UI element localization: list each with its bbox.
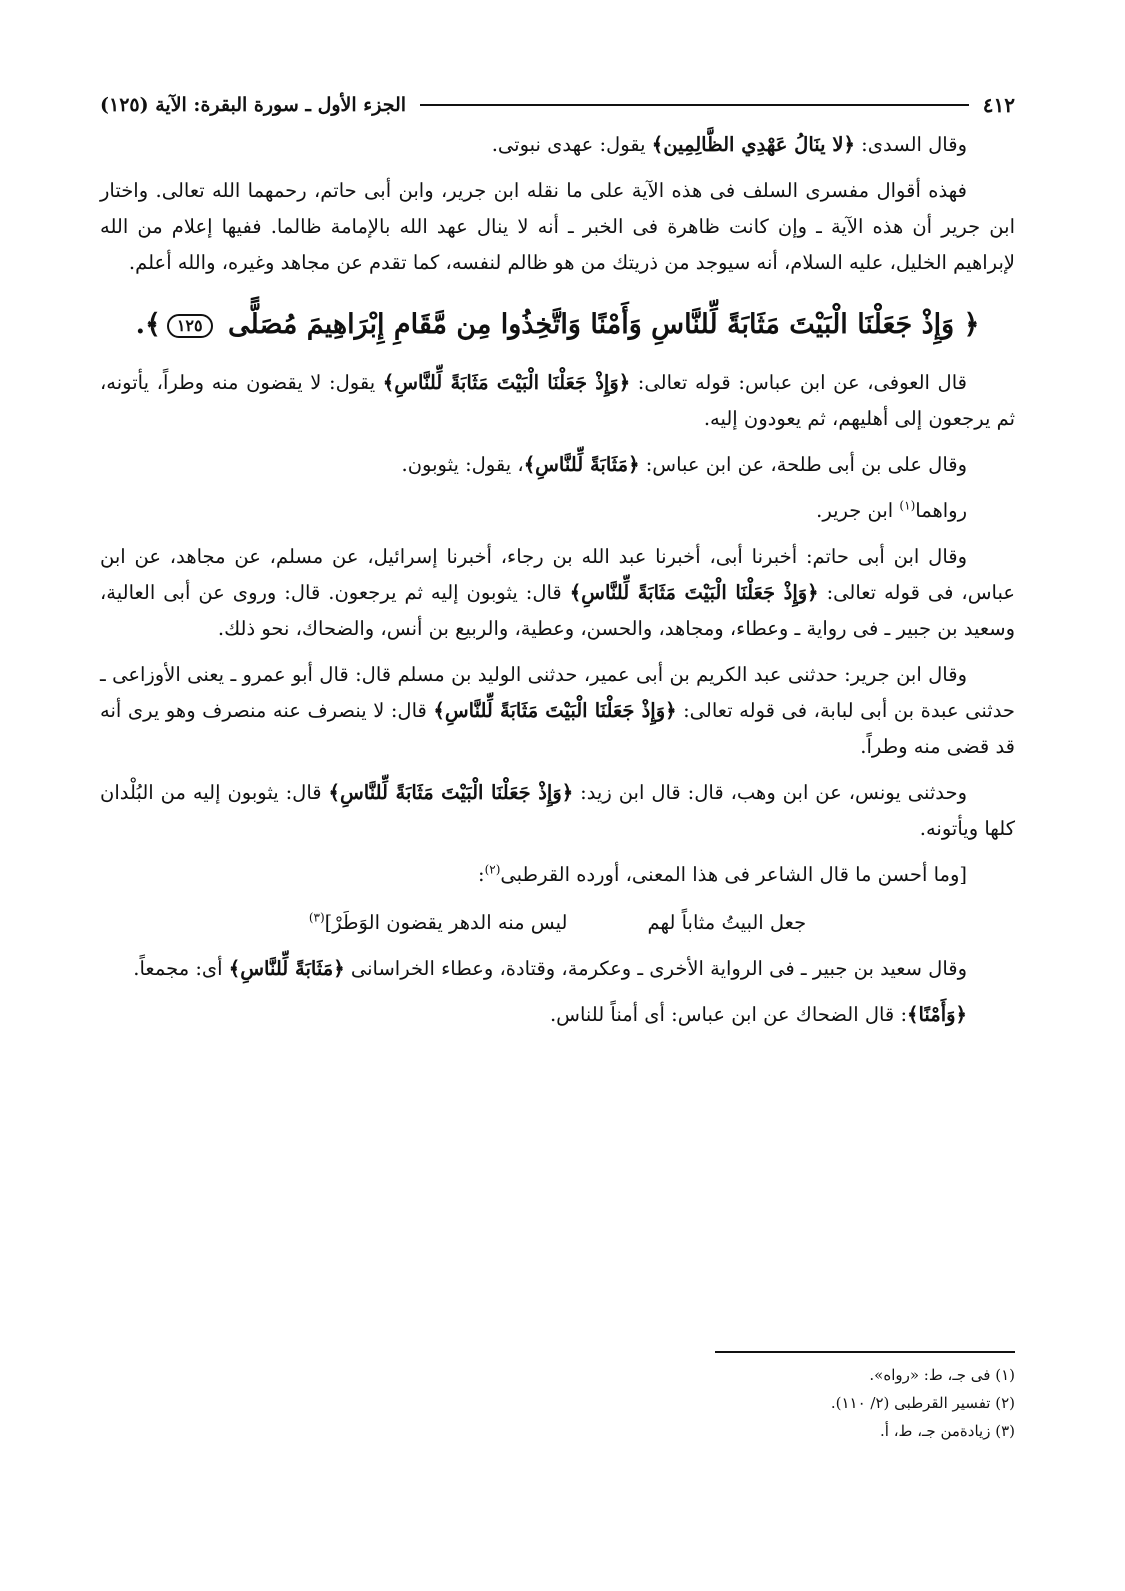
footnote-ref: (٢): [484, 862, 501, 877]
text: قال: يثوبون إليه من البُلْدان كلها ويأتونه.: [100, 781, 1015, 840]
paragraph-rawahuma: [100, 493, 1015, 529]
text: يقول: لا يقضون منه وطراً، يأتونه، ثم يرجعون إلى أهليهم، ثم يعودون إليه.: [100, 371, 1015, 430]
verse-heading: [100, 301, 1015, 349]
text: وحدثنى يونس، عن ابن وهب، قال: قال ابن زيد:: [573, 781, 967, 804]
paragraph-suddi: [100, 127, 1015, 163]
text: ابن جرير.: [816, 499, 900, 522]
page-header: [100, 85, 1015, 125]
footnote-rule: [715, 1351, 1015, 1353]
text: رواهما: [915, 499, 967, 522]
quran-quote: ﴿وَإِذْ جَعَلْنَا الْبَيْتَ مَثَابَةً لِّلنَّاسِ﴾: [569, 581, 819, 604]
paragraph-poet: [100, 857, 1015, 893]
text: أى: مجمعاً.: [133, 957, 229, 980]
text: :: [478, 863, 485, 886]
text: وقال ابن أبى حاتم: أخبرنا أبى، أخبرنا عبد الله بن رجاء، أخبرنا إسرائيل، عن مسلم، عن مجاهد، عن ابن عباس، فى قوله تعالى:: [100, 545, 1015, 604]
quran-quote: ﴿وَأَمْنًا﴾: [907, 1003, 967, 1026]
text: ، يقول: يثوبون.: [401, 453, 524, 476]
footnote-ref: (١): [899, 498, 916, 513]
text: وقال على بن أبى طلحة، عن ابن عباس:: [639, 453, 967, 476]
paragraph-said: [100, 951, 1015, 987]
paragraph-abi-hatim: [100, 539, 1015, 647]
paragraph-ibn-jarir: [100, 657, 1015, 765]
verse-number-badge: ١٢٥: [167, 314, 213, 338]
verse-text: ﴿ وَإِذْ جَعَلْنَا الْبَيْتَ مَثَابَةً لِّلنَّاسِ وَأَمْنًا وَاتَّخِذُوا مِن مَّقَامِ إِبْرَاهِيمَ مُصَلًّى: [228, 309, 980, 340]
text: [وما أحسن ما قال الشاعر فى هذا المعنى، أورده القرطبى: [500, 863, 967, 886]
paragraph-talha: [100, 447, 1015, 483]
quran-quote: ﴿مَثَابَةً لِّلنَّاسِ﴾: [523, 453, 640, 476]
quran-quote: ﴿وَإِذْ جَعَلْنَا الْبَيْتَ مَثَابَةً لِّلنَّاسِ﴾: [382, 371, 631, 394]
quran-quote: ﴿لا ينَالُ عَهْدِي الظَّالِمِين﴾: [651, 133, 855, 156]
text: قال: لا ينصرف عنه منصرف وهو يرى أنه قد قضى منه وطراً.: [100, 699, 1015, 758]
paragraph-awfi: [100, 365, 1015, 437]
paragraph-summary: فهذه أقوال مفسرى السلف فى هذه الآية على ما نقله ابن جرير، وابن أبى حاتم، رحمهما الله تعالى. واختار ابن جرير أن هذه الآية ـ وإن كانت ظاهرة فى الخبر ـ أنه لا ينال عهد الله بالإمامة ظالما. ففيها إعلام من الله لإبراهيم الخليل، عليه السلام، أنه سيوجد من ذريتك من هو ظالم لنفسه، كما تقدم عن مجاهد وغيره، والله أعلم.: [100, 179, 1015, 274]
text: يقول: عهدى نبوتى.: [491, 133, 652, 156]
text: وقال ابن جرير: حدثنى عبد الكريم بن أبى عمير، حدثنى الوليد بن مسلم قال: قال أبو عمرو ـ يعنى الأوزاعى ـ حدثنى عبدة بن أبى لبابة، فى قوله تعالى:: [100, 663, 1015, 722]
text: قال العوفى، عن ابن عباس: قوله تعالى:: [630, 371, 967, 394]
footnote-ref: (٣): [308, 910, 325, 925]
page-number: ٤١٢: [982, 93, 1015, 117]
quran-quote: ﴿وَإِذْ جَعَلْنَا الْبَيْتَ مَثَابَةً لِّلنَّاسِ﴾: [328, 781, 574, 804]
paragraph-amnan: [100, 997, 1015, 1033]
text: : قال الضحاك عن ابن عباس: أى أمناً للناس.: [549, 1003, 908, 1026]
poem-hemistich-first: جعل البيتُ مثاباً لهم: [647, 911, 807, 934]
quran-quote: ﴿مَثَابَةً لِّلنَّاسِ﴾: [228, 957, 345, 980]
footnote-1: (١) فى جـ، ط: «رواه».: [869, 1366, 1015, 1384]
running-title: الجزء الأول ـ سورة البقرة: الآية (١٢٥): [100, 94, 407, 116]
footnotes: [100, 1361, 1015, 1445]
footnote-3: (٣) زيادةمن جـ، ط، أ.: [880, 1422, 1015, 1440]
header-rule: [420, 104, 969, 106]
text: وقال السدى:: [854, 133, 967, 156]
poem-verse: [100, 905, 1015, 941]
paragraph-yunus: [100, 775, 1015, 847]
text: وقال سعيد بن جبير ـ فى الرواية الأخرى ـ وعكرمة، وقتادة، وعطاء الخراسانى: [344, 957, 967, 980]
text: قال: يثوبون إليه ثم يرجعون. قال: وروى عن أبى العالية، وسعيد بن جبير ـ فى رواية ـ وعطاء، ومجاهد، والحسن، وعطية، والربيع بن أنس، والضحاك، نحو ذلك.: [100, 581, 1015, 640]
poem-hemistich-second: [309, 905, 568, 941]
quran-quote: ﴿وَإِذْ جَعَلْنَا الْبَيْتَ مَثَابَةً لِّلنَّاسِ﴾: [433, 699, 677, 722]
text: ليس منه الدهر يقضون الوَطَرْ]: [324, 911, 568, 934]
page: [100, 85, 1015, 1440]
verse-close: ﴾.: [135, 309, 161, 340]
footnote-2: (٢) تفسير القرطبى (٢/ ١١٠).: [830, 1394, 1015, 1412]
